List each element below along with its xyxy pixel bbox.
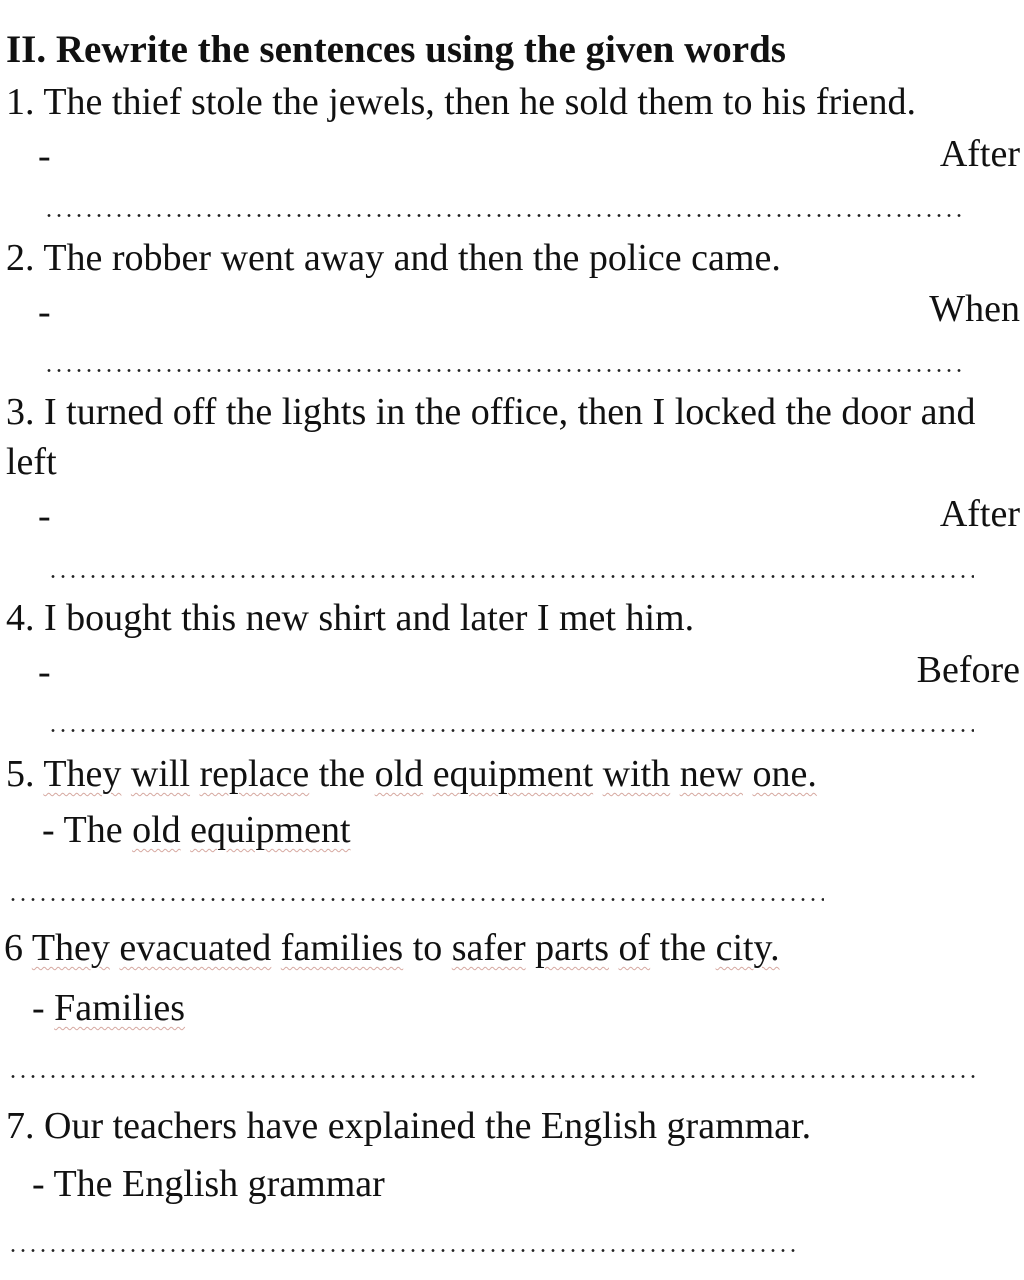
word: replace — [199, 753, 310, 795]
word: parts — [535, 927, 609, 969]
word: 6 — [4, 927, 23, 969]
answer-line-7[interactable] — [8, 1249, 798, 1252]
section-heading: II. Rewrite the sentences using the given words — [6, 28, 786, 71]
word: one. — [752, 753, 817, 795]
word: equipment — [190, 809, 351, 851]
word: new — [679, 753, 743, 795]
word: the — [318, 753, 366, 795]
word: old — [132, 809, 181, 851]
dash-3: - — [38, 495, 51, 537]
dash-5: - — [42, 809, 55, 851]
sentence-2: 2. The robber went away and then the police came. — [6, 237, 781, 279]
word: They — [31, 927, 110, 969]
given-word-3: After — [939, 493, 1020, 535]
dash-6: - — [32, 987, 45, 1029]
sentence-6 — [4, 926, 780, 970]
sentence-3: 3. I turned off the lights in the office, then I locked the door and — [6, 391, 976, 433]
answer-line-4[interactable] — [48, 729, 974, 732]
answer-line-1[interactable] — [44, 214, 964, 217]
word: 5. — [6, 753, 35, 795]
word: families — [280, 927, 404, 969]
word: Families — [54, 987, 186, 1029]
dash-2: - — [38, 291, 51, 333]
sentence-4: 4. I bought this new shirt and later I met him. — [6, 597, 695, 639]
word: the — [659, 927, 707, 969]
word: safer — [451, 927, 526, 969]
sentence-7: 7. Our teachers have explained the English grammar. — [6, 1105, 812, 1147]
prompt-7: - The English grammar — [32, 1163, 385, 1205]
given-word-2: When — [929, 288, 1020, 330]
word: to — [412, 927, 443, 969]
answer-line-2[interactable] — [44, 369, 964, 372]
word: They — [43, 753, 122, 795]
word: with — [602, 753, 671, 795]
word: of — [618, 927, 651, 969]
word: will — [130, 753, 191, 795]
answer-line-5[interactable] — [8, 898, 824, 901]
word: equipment — [432, 753, 594, 795]
answer-line-3[interactable] — [48, 575, 974, 578]
dash-1: - — [38, 135, 51, 177]
sentence-3-continuation: left — [6, 441, 57, 483]
given-word-1: After — [939, 133, 1020, 175]
sentence-1: 1. The thief stole the jewels, then he sold them to his friend. — [6, 81, 917, 123]
word: city. — [715, 927, 780, 969]
sentence-5 — [6, 752, 817, 796]
prompt-6 — [32, 986, 185, 1030]
word: evacuated — [119, 927, 272, 969]
prompt-5 — [42, 808, 351, 852]
given-word-4: Before — [916, 649, 1020, 691]
answer-line-6[interactable] — [8, 1075, 980, 1078]
dash-4: - — [38, 651, 51, 693]
word: The — [63, 809, 123, 851]
word: old — [374, 753, 424, 795]
